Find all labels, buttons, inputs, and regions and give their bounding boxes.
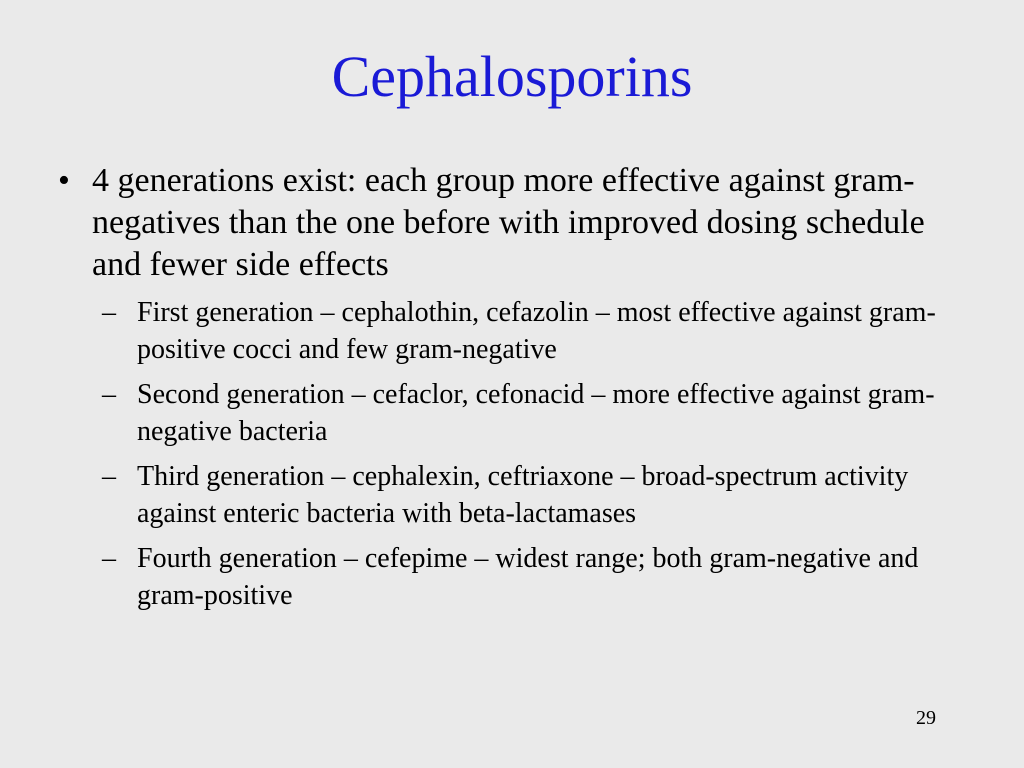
sub-bullet-text: First generation – cephalothin, cefazolin – most effective against gram-positive cocci and few gram-negative — [137, 297, 936, 365]
page-number: 29 — [916, 707, 936, 729]
sub-bullet-text: Third generation – cephalexin, ceftriaxone – broad-spectrum activity against enteric bacteria with beta-lactamases — [137, 461, 909, 529]
sub-bullet-third-generation — [102, 458, 972, 532]
slide-title: Cephalosporins — [331, 44, 693, 109]
sub-bullet-second-generation — [102, 376, 972, 450]
dash-marker: – — [102, 297, 116, 328]
sub-bullet-text: Second generation – cefaclor, cefonacid – more effective against gram-negative bacteria — [137, 379, 935, 447]
bullet-marker: • — [58, 162, 70, 199]
dash-marker: – — [102, 543, 116, 574]
sub-bullet-list — [102, 294, 972, 614]
dash-marker: – — [102, 379, 116, 410]
sub-bullet-text: Fourth generation – cefepime – widest range; both gram-negative and gram-positive — [137, 543, 919, 611]
sub-bullet-first-generation — [102, 294, 972, 368]
main-bullet-text: 4 generations exist: each group more effective against gram-negatives than the one before with improved dosing schedule and fewer side effects — [92, 162, 925, 283]
main-bullet — [52, 160, 972, 286]
dash-marker: – — [102, 461, 116, 492]
sub-bullet-fourth-generation — [102, 540, 972, 614]
slide-content — [52, 160, 972, 614]
